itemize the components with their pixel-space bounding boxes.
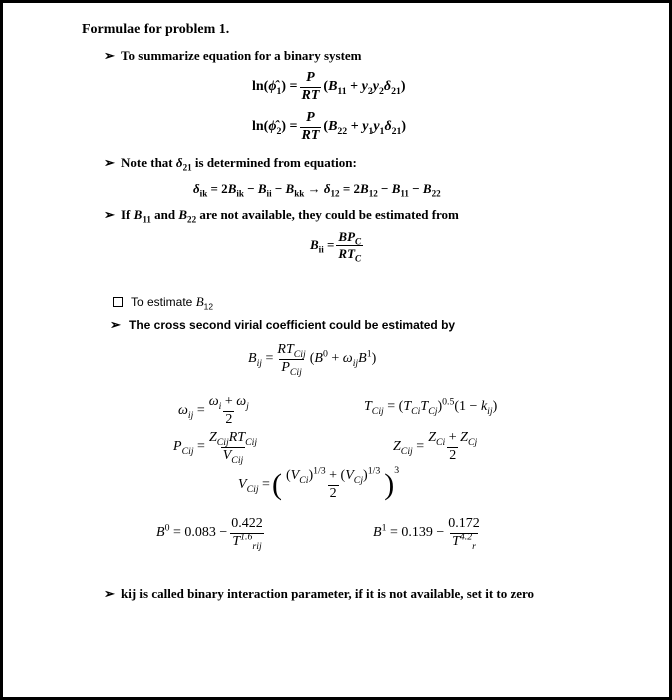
heading-estimate-b12: To estimate $B_{12}$ <box>131 294 213 312</box>
equation-b1: $B^1 = 0.139$ − $\frac{0.172}{T^{4.2}_r}$ <box>373 516 480 552</box>
equation-ln-phi2: $\ln(\phî_2)$ = $\frac{P}{RT}$ $(B_{22} + y_1y_1\delta_{21})$ <box>252 110 407 143</box>
bullet-binary-system: To summarize equation for a binary system <box>121 48 362 63</box>
equation-omega-ij: $\omega_{ij}$ = $\frac{\omega_i + \omega_j}{2}$ <box>178 394 249 427</box>
equation-b0: $B^0 = 0.083$ − $\frac{0.422}{T^{1.6}_{rij}}$ <box>156 516 263 552</box>
equation-bii: $B_{ii}$ = $\frac{BP_C}{RT_C}$ <box>310 229 362 264</box>
checkbox-square-icon <box>113 297 123 307</box>
equation-zcij: $Z_{Cij}$ = $\frac{Z_{Ci} + Z_{Cj}}{2}$ <box>393 430 478 463</box>
bullet-arrow-icon: ➢ <box>104 207 115 222</box>
equation-bij: $B_{ij}$ = $\frac{RT_{Cij}}{P_{Cij}}$ $(B^0 + \omega_{ij}B^1)$ <box>248 342 377 378</box>
equation-vcij: $V_{Cij}$ = ( $\frac{(V_{Ci})^{1/3} + (V_{Cj})^{1/3}}{2}$ ) $^3$ <box>238 465 400 502</box>
bullet-kij: kij is called binary interaction parameter, if it is not available, set it to zero <box>121 586 535 601</box>
equation-ln-phi1: $\ln(\phî_1)$ = $\frac{P}{RT}$ $(B_{11} + y_2y_2\delta_{21})$ <box>252 70 406 103</box>
equation-pcij: $P_{Cij}$ = $\frac{Z_{Cij}RT_{Cij}}{V_{Cij}}$ <box>173 430 258 466</box>
equation-tcij: $T_{Cij} = (T_{Ci}T_{Cj})^{0.5}(1 - k_{ij})$ <box>364 396 498 417</box>
bullet-cross-virial: The cross second virial coefficient could be estimated by <box>129 318 456 332</box>
bullet-note-delta: Note that $\delta_{21}$ is determined from equation: <box>121 155 357 173</box>
bullet-b-estimate: If $B_{11}$ and $B_{22}$ are not available, they could be estimated from <box>121 207 459 225</box>
bullet-arrow-icon: ➢ <box>104 586 115 601</box>
bullet-arrow-icon: ➢ <box>104 48 115 63</box>
equation-delta: $\delta_{ik} = 2B_{ik} - B_{ii} - B_{kk} \to \delta_{12} = 2B_{12} - B_{11} - B_{22}$ <box>193 181 441 199</box>
page-title: Formulae for problem 1. <box>82 22 230 37</box>
bullet-arrow-icon: ➢ <box>104 155 115 170</box>
bullet-arrow-icon: ➢ <box>110 317 121 332</box>
document-page <box>3 3 669 697</box>
